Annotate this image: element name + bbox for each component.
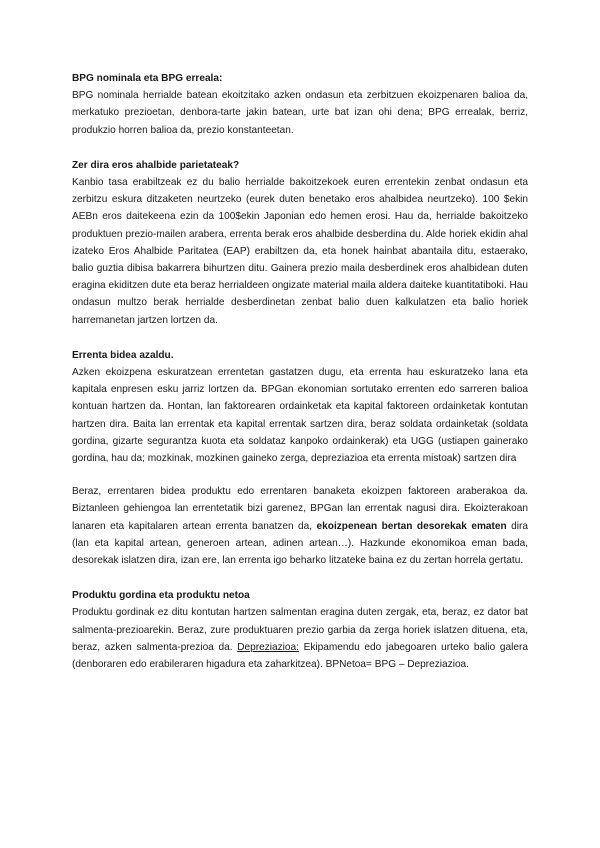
section-heading: Zer dira eros ahalbide parietateak?	[72, 159, 240, 171]
underlined-term: Depreziazioa:	[237, 641, 299, 653]
section-bpg-nominal-real	[72, 70, 528, 139]
paragraph-text: dira (lan eta kapital artean, generoen artean, adinen artean…). Hazkunde ekonomikoa eman bada, desorekak islatzen dira, izan ere, lan errenta igo beharko litzateke baina ez du zertan horrela gertatu.	[72, 520, 528, 567]
paragraph: Azken ekoizpena eskuratzean errentetan gastatzen dugu, eta errenta hau eskuratzeko lana eta kapitala enpresen esku jarriz lortzen da. BPGan ekonomian sortutako errenten edo sarreren balioa kontuan hartzen da. Hontan, lan faktorearen ordainketak eta kapital faktoreen ordainketak kontutan hartzen dira. Baita lan errentak eta kapital errentak sartzen dira, beraz soldata ordainketak (soldata gordina, gizarte segurantza kuota eta soldataz kanpoko ordainkerak) eta UGG (ustiapen gainerako gordina, hau da; mozkinak, mozkinen gaineko zerga, depreziazioa eta errenta mistoak) sartzen dira	[72, 367, 528, 465]
bold-phrase: ekoizpenean bertan desorekak ematen	[316, 520, 507, 532]
section-eros-ahalbide	[72, 157, 528, 329]
document-body	[72, 70, 528, 691]
paragraph	[72, 604, 528, 673]
section-heading: Errenta bidea azaldu.	[72, 349, 174, 361]
section-produktu-gordina	[72, 587, 528, 673]
paragraph-text: Produktu gordinak ez ditu kontutan hartzen salmentan eragina duten zergak, eta, beraz, ez dator bat salmenta-prezioarekin. Beraz, zure produktuaren prezio garbia da zerga horiek islatzen dituena, eta, beraz, azken salmenta-prezioa da.	[72, 607, 528, 653]
section-heading: Produktu gordina eta produktu netoa	[72, 590, 250, 602]
paragraph-text: Ekipamendu edo jabegoaren urteko balio galera (denboraren edo erabileraren higadura eta zaharkitzea). BPNetoa= BPG – Depreziazioa.	[72, 641, 528, 671]
section-errenta-bidea	[72, 347, 528, 569]
paragraph: Kanbio tasa erabiltzeak ez du balio herrialde bakoitzekoek euren errentekin zenbat ondasun eta zerbitzu eskura ditzaketen neurtzeko (eurek duten benetako eros ahalbidea neurtzeko). 100 $ekin AEBn eros daitekeena ezin da 100$ekin Japonian edo hemen erosi. Hau da, herrialde bakoitzeko produktuen prezio-mailen araberа, errenta berak eros ahalbide desberdina du. Alde horiek ekidin ahal izateko Eros Ahalbide Paritatea (EAP) erabiltzen da, eta honek hainbat abantaila ditu, estaerako, balio guztia dibisa bakarrera bihurtzen ditu. Gainera prezio maila desberdinek eros ahalbidean duten eragina ekiditzen dute eta beraz herrialdeen ongizate material maila aldera daiteke kuantitatiboki. Hau ondasun multzo berak herrialde desberdinetan zenbat balio duen kalkulatzen eta balio horiek harremanetan jartzen lortzen da.	[72, 177, 528, 326]
paragraph: BPG nominala herrialde batean ekoitzitako azken ondasun eta zerbitzuen ekoizpenaren balioa da, merkatuko prezioetan, denbora-tarte jakin batean, urte bat izan ohi dena; BPG errealak, berriz, produkzio horren balioa da, prezio konstanteetan.	[72, 90, 528, 136]
paragraph	[72, 483, 528, 569]
section-heading: BPG nominala eta BPG erreala:	[72, 73, 223, 84]
paragraph-text: Beraz, errentaren bidea produktu edo errentaren banaketa ekoizpen faktoreen araberakoa da. Biztanleen gehiengoa lan errentetatik bizi garenez, BPGan lan errentak nagusi dira. Ekoizterakoan lanaren eta kapitalaren artean errenta banatzen da,	[72, 486, 528, 532]
